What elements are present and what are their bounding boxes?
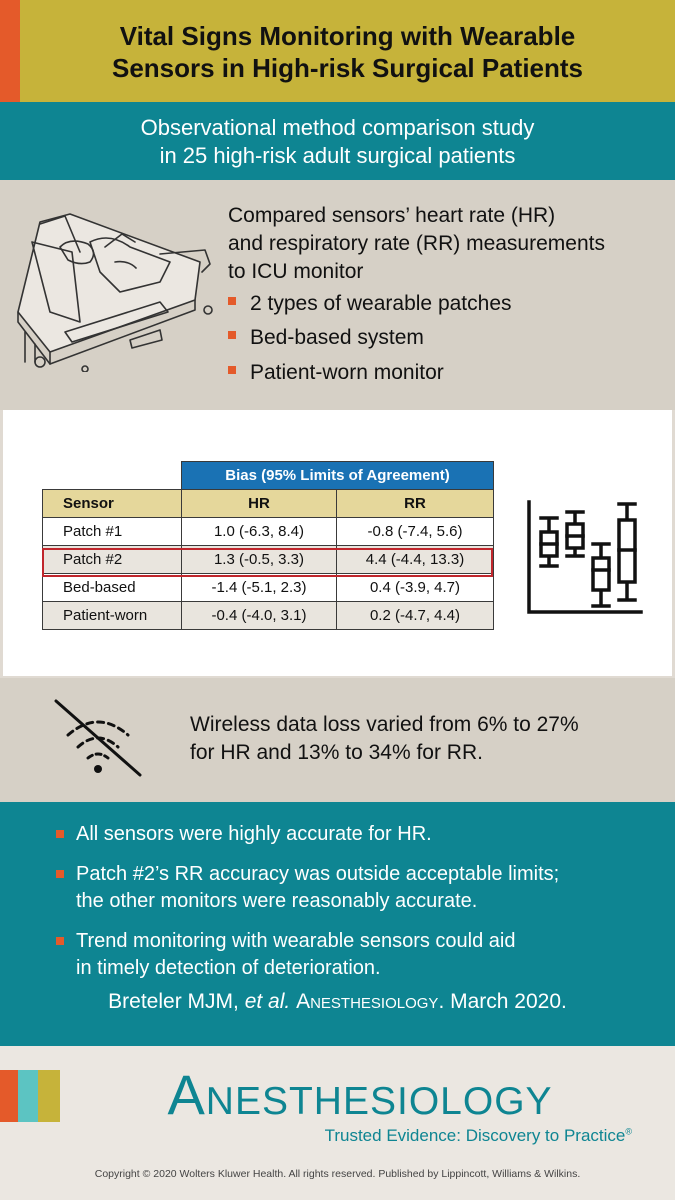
bias-table (42, 461, 494, 630)
cell-rr: 4.4 (-4.4, 13.3) (337, 545, 494, 573)
method-bullet-patches: 2 types of wearable patches (228, 292, 512, 316)
group-header-bias: Bias (95% Limits of Agreement) (182, 462, 494, 490)
table-row (43, 517, 494, 545)
method-line-3: to ICU monitor (228, 260, 364, 283)
cell-rr: 0.4 (-3.9, 4.7) (337, 573, 494, 601)
copyright-notice: Copyright © 2020 Wolters Kluwer Health. All rights reserved. Published by Lippincott, Williams & Wilkins. (94, 1168, 581, 1180)
method-line-2: and respiratory rate (RR) measurements (228, 232, 605, 255)
wireless-data-loss-text (190, 711, 660, 767)
cell-rr: -0.8 (-7.4, 5.6) (337, 517, 494, 545)
table-group-header-row (43, 462, 494, 490)
cell-sensor: Patch #1 (43, 517, 182, 545)
bullet-square-icon (56, 830, 64, 838)
bullet-square-icon (56, 870, 64, 878)
box-plot-icon (523, 500, 645, 618)
cell-sensor: Bed-based (43, 573, 182, 601)
citation-date: . March 2020. (438, 990, 567, 1013)
wireless-line-2: for HR and 13% to 34% for RR. (190, 741, 483, 764)
citation (0, 990, 675, 1014)
page-title (20, 20, 675, 84)
method-line-1: Compared sensors’ heart rate (HR) (228, 204, 556, 227)
title-line-2: Sensors in High-risk Surgical Patients (111, 53, 584, 83)
method-description (228, 202, 668, 286)
method-bullet-worn: Patient-worn monitor (228, 361, 444, 385)
hospital-bed-icon (10, 202, 220, 372)
table-row (43, 573, 494, 601)
bullet-square-icon (228, 297, 236, 305)
bullet-square-icon (56, 937, 64, 945)
table-row (43, 601, 494, 629)
cell-hr: -1.4 (-5.1, 2.3) (182, 573, 337, 601)
patch-2-highlight (42, 548, 493, 577)
citation-authors: Breteler MJM, (108, 990, 239, 1013)
wifi-off-icon (50, 697, 146, 779)
registered-mark: ® (625, 1126, 632, 1137)
cell-hr: -0.4 (-4.0, 3.1) (182, 601, 337, 629)
conclusion-item: Patch #2’s RR accuracy was outside acceptable limits; the other monitors were reasonably accurate. (76, 861, 656, 915)
cell-sensor: Patient-worn (43, 601, 182, 629)
cell-hr: 1.3 (-0.5, 3.3) (182, 545, 337, 573)
col-header-rr: RR (337, 489, 494, 517)
citation-etal: et al. (244, 990, 291, 1013)
cell-hr: 1.0 (-6.3, 8.4) (182, 517, 337, 545)
subtitle-line-2: in 25 high-risk adult surgical patients (159, 143, 516, 168)
journal-logo: Anesthesiology (167, 1063, 553, 1126)
citation-journal: Anesthesiology (296, 990, 439, 1013)
cell-sensor: Patch #2 (43, 545, 182, 573)
conclusion-item: Trend monitoring with wearable sensors could aid in timely detection of deterioration. (76, 928, 656, 982)
wireless-line-1: Wireless data loss varied from 6% to 27% (190, 713, 579, 736)
header-accent-stripe (0, 0, 20, 102)
conclusion-item: All sensors were highly accurate for HR. (76, 821, 656, 848)
table-column-header-row (43, 489, 494, 517)
bullet-square-icon (228, 366, 236, 374)
col-header-sensor: Sensor (43, 489, 182, 517)
journal-tagline: Trusted Evidence: Discovery to Practice® (324, 1126, 632, 1145)
title-line-1: Vital Signs Monitoring with Wearable (119, 21, 576, 51)
brand-bar-orange (0, 1070, 18, 1122)
subtitle-line-1: Observational method comparison study (140, 115, 535, 140)
method-bullet-bed: Bed-based system (228, 326, 424, 350)
col-header-hr: HR (182, 489, 337, 517)
brand-bar-aqua (18, 1070, 38, 1122)
study-subtitle (0, 114, 675, 170)
brand-bar-gold (38, 1070, 60, 1122)
cell-rr: 0.2 (-4.7, 4.4) (337, 601, 494, 629)
bullet-square-icon (228, 331, 236, 339)
